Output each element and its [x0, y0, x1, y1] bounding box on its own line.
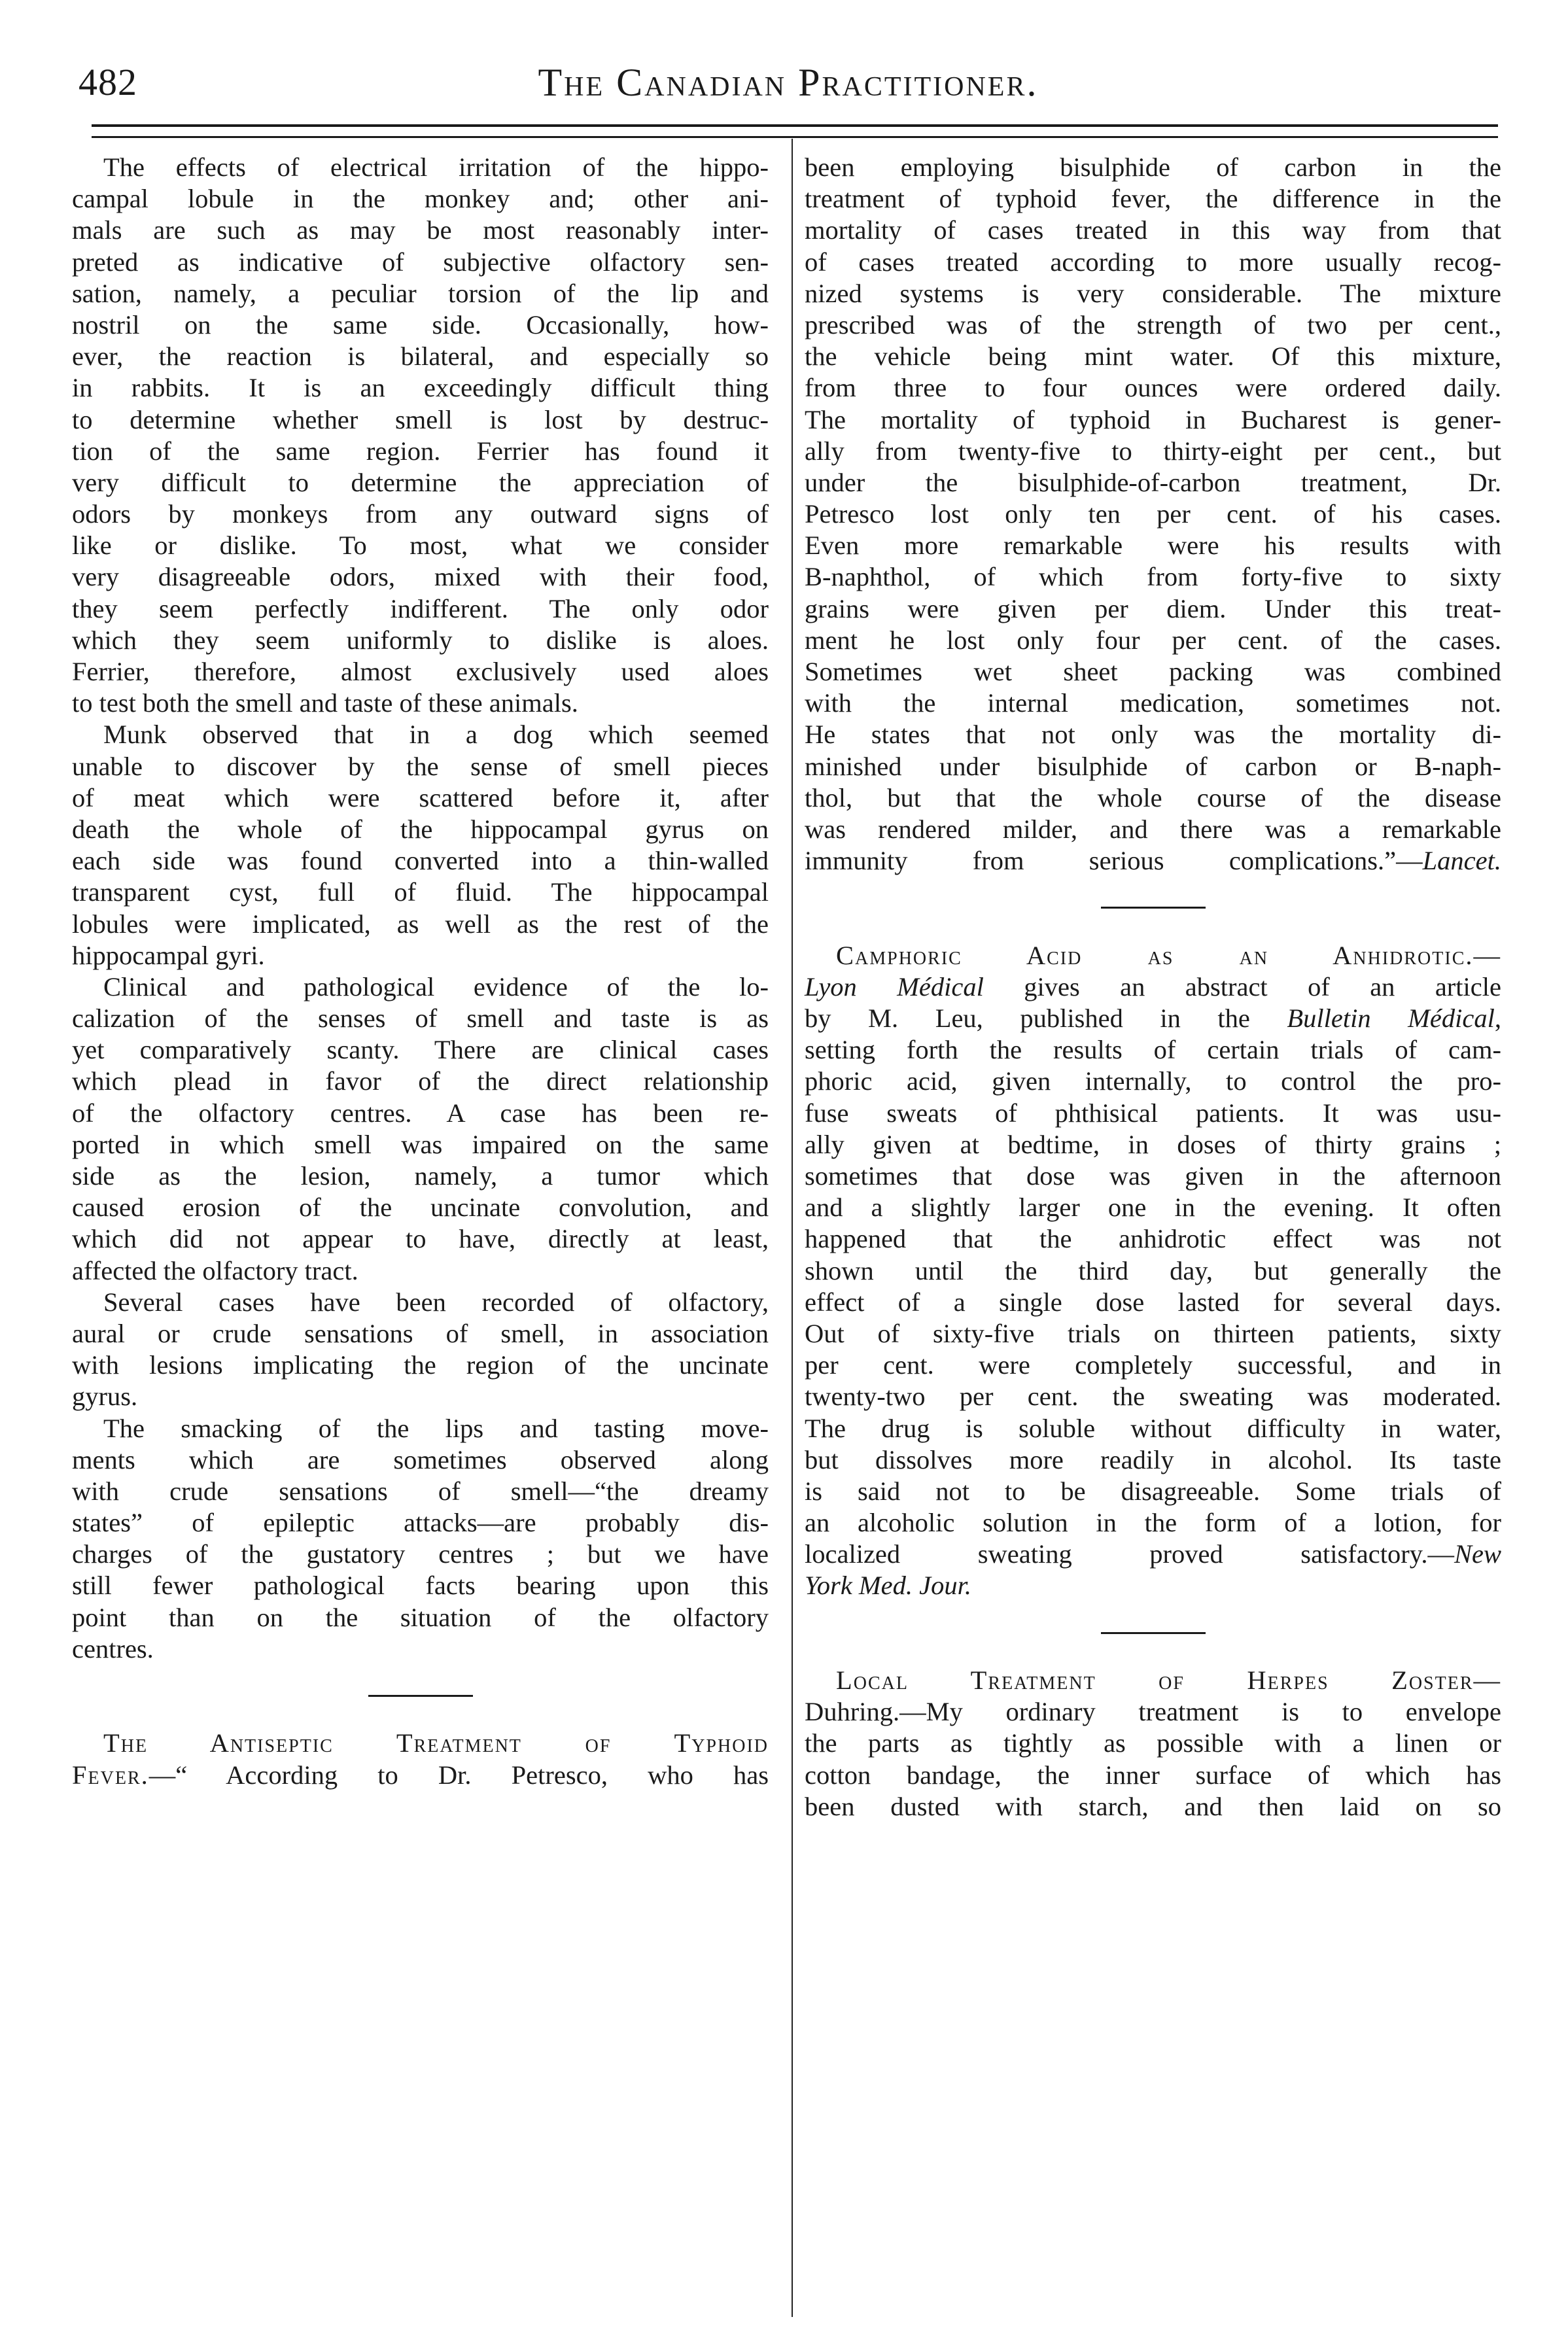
text-line: preted as indicative of subjective olfactory sen- — [72, 247, 769, 277]
text-line: to determine whether smell is lost by destruc- — [72, 404, 769, 434]
text-run: immunity from serious complications.”— — [805, 846, 1423, 876]
italic-citation: New — [1454, 1539, 1501, 1569]
italic-citation: Lancet. — [1422, 846, 1501, 876]
text-line: with crude sensations of smell—“the dreamy — [72, 1476, 769, 1506]
text-line: sation, namely, a peculiar torsion of the lip and — [72, 278, 769, 308]
text-line: The effects of electrical irritation of the hippo- — [103, 152, 769, 182]
heading-text: Fever. — [72, 1760, 149, 1790]
text-line: per cent. were completely successful, and in — [805, 1350, 1501, 1380]
running-title: The Canadian Practitioner. — [538, 61, 1039, 104]
text-line: odors by monkeys from any outward signs of — [72, 499, 769, 529]
text-line: ments which are sometimes observed along — [72, 1444, 769, 1474]
text-line: of the olfactory centres. A case has been re- — [72, 1098, 769, 1128]
text-line: very difficult to determine the appreciation of — [72, 467, 769, 497]
text-line: The drug is soluble without difficulty in water, — [805, 1413, 1501, 1443]
text-line: mals are such as may be most reasonably inter- — [72, 215, 769, 245]
text-line: side as the lesion, namely, a tumor which — [72, 1161, 769, 1191]
text-line: of meat which were scattered before it, after — [72, 782, 769, 812]
text-line: sometimes that dose was given in the afternoon — [805, 1161, 1501, 1191]
text-line — [805, 845, 1501, 877]
text-line: Ferrier, therefore, almost exclusively used aloes — [72, 657, 769, 686]
text-line: was rendered milder, and there was a remarkable — [805, 814, 1501, 844]
text-line: Clinical and pathological evidence of the lo- — [103, 971, 769, 1001]
text-line: transparent cyst, full of fluid. The hippocampal — [72, 877, 769, 907]
text-line: like or dislike. To most, what we consider — [72, 531, 769, 561]
text-line: prescribed was of the strength of two per cent., — [805, 309, 1501, 340]
italic-citation: York Med. Jour. — [805, 1571, 972, 1601]
text-line: aural or crude sensations of smell, in association — [72, 1318, 769, 1348]
text-line: of cases treated according to more usually recog- — [805, 247, 1501, 277]
section-separator — [805, 877, 1501, 939]
text-line: under the bisulphide-of-carbon treatment, Dr. — [805, 467, 1501, 497]
header-rule-bottom — [92, 136, 1498, 138]
text-line: to test both the smell and taste of these animals. — [72, 688, 578, 718]
text-line: calization of the senses of smell and taste is as — [72, 1003, 769, 1034]
text-line: nized systems is very considerable. The mixture — [805, 278, 1501, 308]
section-separator — [805, 1602, 1501, 1665]
text-line: an alcoholic solution in the form of a lotion, for — [805, 1508, 1501, 1538]
text-line: they seem perfectly indifferent. The only odor — [72, 593, 769, 623]
text-line: Munk observed that in a dog which seemed — [103, 720, 769, 750]
text-line: and a slightly larger one in the evening. It often — [805, 1193, 1501, 1223]
text-line: tion of the same region. Ferrier has found it — [72, 436, 769, 466]
text-line: campal lobule in the monkey and; other ani- — [72, 184, 769, 214]
text-line: Duhring.—My ordinary treatment is to envelope — [805, 1697, 1501, 1727]
text-line: caused erosion of the uncinate convolution, and — [72, 1193, 769, 1223]
italic-citation: Bulletin Médical — [1287, 1003, 1495, 1034]
text-line: with the internal medication, sometimes not. — [805, 688, 1501, 718]
text-line — [72, 1760, 769, 1791]
text-line: death the whole of the hippocampal gyrus on — [72, 814, 769, 844]
text-line: ment he lost only four per cent. of the cases. — [805, 625, 1501, 655]
text-line: affected the olfactory tract. — [72, 1255, 358, 1285]
text-line: charges of the gustatory centres ; but we have — [72, 1539, 769, 1569]
text-line: Petresco lost only ten per cent. of his cases. — [805, 499, 1501, 529]
text-line: gyrus. — [72, 1382, 138, 1412]
left-column — [72, 152, 769, 1791]
section-heading-line: Local Treatment of Herpes Zoster— — [836, 1665, 1501, 1696]
text-line: the vehicle being mint water. Of this mixture, — [805, 341, 1501, 372]
text-line: shown until the third day, but generally the — [805, 1255, 1501, 1285]
text-line — [805, 971, 1501, 1003]
text-line: states” of epileptic attacks—are probably dis- — [72, 1508, 769, 1538]
text-line: fuse sweats of phthisical patients. It was usu- — [805, 1098, 1501, 1128]
text-line: very disagreeable odors, mixed with their food, — [72, 562, 769, 592]
text-line: hippocampal gyri. — [72, 940, 265, 970]
text-line: minished under bisulphide of carbon or B-naph- — [805, 751, 1501, 781]
text-line: which plead in favor of the direct relationship — [72, 1066, 769, 1096]
text-line: treatment of typhoid fever, the difference in the — [805, 184, 1501, 214]
section-heading-line: The Antiseptic Treatment of Typhoid — [103, 1728, 769, 1758]
text-line: each side was found converted into a thin-walled — [72, 846, 769, 876]
text-run: gives an abstract of an article — [983, 971, 1501, 1001]
page-number: 482 — [78, 61, 137, 103]
section-separator — [72, 1665, 769, 1728]
text-line: setting forth the results of certain trials of cam- — [805, 1035, 1501, 1065]
text-line: The smacking of the lips and tasting move- — [103, 1413, 769, 1443]
italic-citation: Lyon Médical — [805, 971, 984, 1001]
text-line: thol, but that the whole course of the disease — [805, 782, 1501, 812]
text-line: is said not to be disagreeable. Some trials of — [805, 1476, 1501, 1506]
text-line: nostril on the same side. Occasionally, how- — [72, 309, 769, 340]
text-line: twenty-two per cent. the sweating was moderated. — [805, 1382, 1501, 1412]
text-line: which they seem uniformly to dislike is aloes. — [72, 625, 769, 655]
text-line: ally given at bedtime, in doses of thirty grains ; — [805, 1129, 1501, 1159]
text-line: phoric acid, given internally, to control the pro- — [805, 1066, 1501, 1096]
text-line: effect of a single dose lasted for several days. — [805, 1287, 1501, 1317]
text-line: He states that not only was the mortality di- — [805, 720, 1501, 750]
text-line: ally from twenty-five to thirty-eight per cent., but — [805, 436, 1501, 466]
section-heading-line: Camphoric Acid as an Anhidrotic.— — [836, 940, 1501, 970]
text-line: ever, the reaction is bilateral, and especially so — [72, 341, 769, 372]
text-line — [805, 1539, 1501, 1570]
text-line: happened that the anhidrotic effect was not — [805, 1224, 1501, 1254]
text-line: Sometimes wet sheet packing was combined — [805, 657, 1501, 686]
text-line: B-naphthol, of which from forty-five to sixty — [805, 562, 1501, 592]
right-column — [805, 152, 1501, 1822]
text-line — [805, 1003, 1501, 1034]
text-line: been employing bisulphide of carbon in the — [805, 152, 1501, 182]
text-line: lobules were implicated, as well as the rest of the — [72, 909, 769, 939]
text-run: by M. Leu, published in the — [805, 1003, 1287, 1034]
header-rule-top — [92, 124, 1498, 127]
text-line: grains were given per diem. Under this treat- — [805, 593, 1501, 623]
text-line — [805, 1570, 1501, 1601]
text-line: with lesions implicating the region of the uncinate — [72, 1350, 769, 1380]
text-run: localized sweating proved satisfactory.— — [805, 1539, 1454, 1569]
text-line: centres. — [72, 1633, 154, 1663]
text-line: yet comparatively scanty. There are clinical cases — [72, 1035, 769, 1065]
text-line: The mortality of typhoid in Bucharest is gener- — [805, 404, 1501, 434]
text-line: Several cases have been recorded of olfactory, — [103, 1287, 769, 1317]
text-line: ported in which smell was impaired on the same — [72, 1129, 769, 1159]
text-line: been dusted with starch, and then laid on so — [805, 1791, 1501, 1821]
text-line: mortality of cases treated in this way from that — [805, 215, 1501, 245]
text-line: Even more remarkable were his results with — [805, 531, 1501, 561]
text-run: —“ According to Dr. Petresco, who has — [148, 1760, 769, 1790]
text-line: the parts as tightly as possible with a linen or — [805, 1728, 1501, 1758]
text-line: from three to four ounces were ordered daily. — [805, 373, 1501, 403]
column-divider — [792, 139, 793, 2317]
text-line: which did not appear to have, directly at least, — [72, 1224, 769, 1254]
page-header — [78, 26, 1498, 118]
text-line: in rabbits. It is an exceedingly difficult thing — [72, 373, 769, 403]
text-line: still fewer pathological facts bearing upon this — [72, 1571, 769, 1601]
text-line: unable to discover by the sense of smell pieces — [72, 751, 769, 781]
text-line: cotton bandage, the inner surface of which has — [805, 1760, 1501, 1790]
text-line: Out of sixty-five trials on thirteen patients, sixty — [805, 1318, 1501, 1348]
text-line: point than on the situation of the olfactory — [72, 1602, 769, 1632]
text-line: but dissolves more readily in alcohol. Its taste — [805, 1444, 1501, 1474]
text-run: , — [1494, 1003, 1501, 1034]
